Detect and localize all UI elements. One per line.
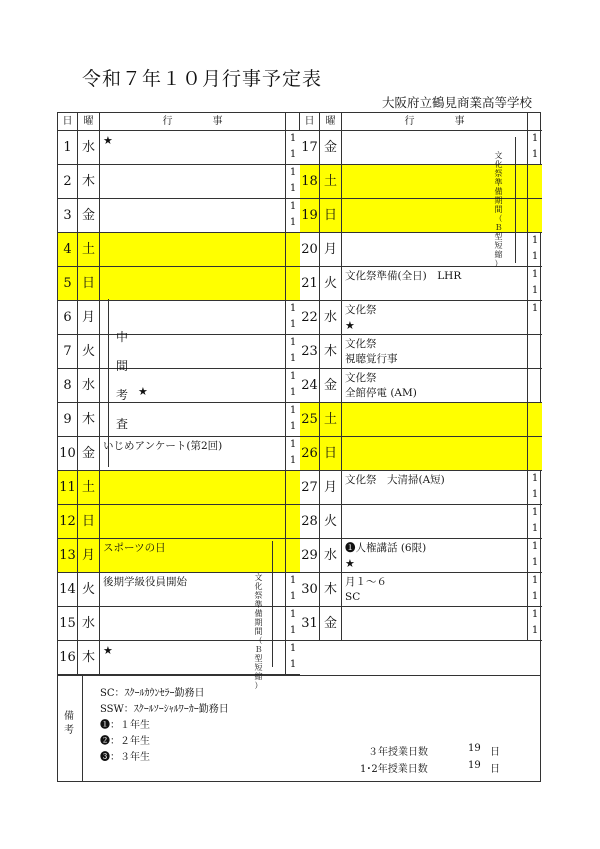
day-number: 12: [58, 505, 78, 538]
day-number: 15: [58, 607, 78, 640]
bunkasai-period-left: 文 化 祭 準 備 期 間 （ Ｂ 型 短 縮 ）: [254, 573, 263, 690]
event-text: スポーツの日: [103, 542, 166, 554]
event-cell: [100, 471, 286, 504]
day-number: 17: [300, 131, 320, 164]
schedule-row: [300, 301, 542, 335]
class-count: 1 1: [289, 303, 297, 330]
days3-label: ３年授業日数: [368, 747, 428, 758]
class-count: 1 1: [289, 405, 297, 432]
class-count: 1 1: [289, 167, 297, 194]
event-cell: [100, 267, 286, 300]
event-cell: [342, 437, 528, 470]
weekday: 水: [320, 301, 342, 334]
class-count: 1 1: [289, 201, 297, 228]
midterm-char: 査: [116, 417, 129, 431]
weekday: 日: [320, 437, 342, 470]
schedule-row: [300, 165, 542, 199]
schedule-row: [58, 233, 300, 267]
day-number: 24: [300, 369, 320, 402]
midterm-char: 中: [116, 330, 129, 344]
event-text: ★: [345, 557, 355, 570]
schedule-row: [58, 607, 300, 641]
weekday: 水: [78, 131, 100, 164]
day-number: 29: [300, 539, 320, 572]
weekday: 月: [320, 471, 342, 504]
midterm-label: [116, 323, 130, 439]
school-name: 大阪府立鶴見商業高等学校: [381, 95, 532, 110]
weekday: 土: [320, 165, 342, 198]
notes-label: 備考: [64, 711, 74, 736]
class-count: 1 1: [531, 235, 539, 262]
schedule-row: [300, 267, 542, 301]
schedule-row: [58, 165, 300, 199]
weekday: 金: [320, 131, 342, 164]
schedule-row: [300, 573, 542, 607]
class-count: [286, 539, 300, 572]
header-day-left: 日: [58, 113, 78, 131]
event-text: ❶人権講話 (6限): [345, 542, 427, 554]
event-cell: [342, 369, 528, 402]
schedule-row: [300, 437, 542, 471]
weekday: 月: [78, 301, 100, 334]
class-count: [286, 505, 300, 538]
event-cell: [342, 335, 528, 368]
days12-label: 1･2年授業日数: [360, 764, 428, 775]
schedule-row: [58, 131, 300, 165]
weekday: 土: [78, 233, 100, 266]
note-grade2: ❷：２年生: [100, 736, 150, 747]
weekday: 土: [78, 471, 100, 504]
day-number: 5: [58, 267, 78, 300]
class-count: 1 1: [531, 507, 539, 534]
header-day-right: 日: [300, 113, 320, 131]
day-number: 9: [58, 403, 78, 436]
class-count: 1 1: [289, 371, 297, 398]
schedule-row: [58, 641, 300, 675]
class-count: 1 1: [531, 575, 539, 602]
schedule-row: [300, 403, 542, 437]
weekday: 金: [320, 369, 342, 402]
event-text: 文化祭: [345, 304, 377, 316]
note-grade1: ❶：１年生: [100, 720, 150, 731]
note-grade3: ❸：３年生: [100, 752, 150, 763]
schedule-row: [300, 199, 542, 233]
days3-value: 19: [468, 743, 481, 754]
day-number: 25: [300, 403, 320, 436]
schedule-row: [58, 539, 300, 573]
event-cell: [100, 199, 286, 232]
event-text: ★: [103, 134, 113, 147]
days12-unit: 日: [490, 764, 500, 775]
class-count: 1 1: [531, 269, 539, 296]
schedule-grid: [57, 112, 541, 782]
class-count: 1 1: [531, 609, 539, 636]
header-count-right: [528, 113, 542, 131]
weekday: 水: [78, 607, 100, 640]
page-title: 令和７年１０月行事予定表: [82, 68, 323, 90]
event-text: 月１～６: [345, 576, 387, 588]
class-count: [286, 267, 300, 300]
event-cell: [342, 301, 528, 334]
day-number: 19: [300, 199, 320, 232]
event-cell: [100, 539, 286, 572]
class-count: 1 1: [531, 541, 539, 568]
event-cell: [100, 165, 286, 198]
class-count: [528, 335, 542, 368]
day-number: 11: [58, 471, 78, 504]
day-number: 28: [300, 505, 320, 538]
weekday: 木: [320, 573, 342, 606]
event-cell: [342, 267, 528, 300]
weekday: 木: [320, 335, 342, 368]
weekday: 火: [320, 505, 342, 538]
day-number: 26: [300, 437, 320, 470]
event-cell: [100, 437, 286, 470]
class-count: [528, 199, 542, 232]
header-event-left: 行 事: [100, 113, 286, 131]
day-number: 14: [58, 573, 78, 606]
weekday: 月: [78, 539, 100, 572]
class-count: 1 1: [289, 133, 297, 160]
weekday: 金: [320, 607, 342, 640]
event-cell: [100, 131, 286, 164]
schedule-row: [300, 539, 542, 573]
schedule-row: [58, 403, 300, 437]
day-number: 2: [58, 165, 78, 198]
weekday: 金: [78, 199, 100, 232]
weekday: 日: [78, 505, 100, 538]
note-ssw: SSW：ｽｸｰﾙｿｰｼｬﾙﾜｰｶｰ勤務日: [100, 704, 229, 715]
schedule-row: [300, 505, 542, 539]
bunkasai-arrow-left: [272, 541, 273, 667]
day-number: 23: [300, 335, 320, 368]
weekday: 月: [320, 233, 342, 266]
day-number: 27: [300, 471, 320, 504]
schedule-row: [300, 607, 542, 641]
event-text: 視聴覚行事: [345, 353, 398, 365]
notes-label-divider: [82, 675, 83, 781]
note-sc: SC：ｽｸｰﾙｶｳﾝｾﾗｰ勤務日: [100, 688, 205, 699]
header-weekday-right: 曜: [320, 113, 342, 131]
event-text: SC: [345, 591, 361, 603]
class-count: 1 1: [289, 575, 297, 602]
weekday: 木: [78, 403, 100, 436]
schedule-row: [58, 437, 300, 471]
schedule-row: [58, 199, 300, 233]
event-text: いじめアンケート(第2回): [103, 440, 223, 452]
class-count: [528, 403, 542, 436]
weekday: 火: [320, 267, 342, 300]
weekday: 木: [78, 165, 100, 198]
event-cell: [342, 471, 528, 504]
class-count: [528, 369, 542, 402]
class-count: [286, 471, 300, 504]
event-text: 全館停電 (AM): [345, 387, 417, 399]
weekday: 水: [78, 369, 100, 402]
event-cell: [342, 403, 528, 436]
day-number: 18: [300, 165, 320, 198]
bunkasai-arrow-right: [515, 137, 516, 263]
midterm-arrow: [108, 299, 109, 467]
event-cell: [100, 505, 286, 538]
weekday: 水: [320, 539, 342, 572]
weekday: 日: [320, 199, 342, 232]
schedule-row: [300, 131, 542, 165]
schedule-row: [58, 369, 300, 403]
event-cell: [100, 233, 286, 266]
event-text: 文化祭: [345, 372, 377, 384]
day-number: 7: [58, 335, 78, 368]
class-count: [528, 165, 542, 198]
day-number: 6: [58, 301, 78, 334]
day-number: 22: [300, 301, 320, 334]
day-number: 1: [58, 131, 78, 164]
class-count: 1 1: [531, 473, 539, 500]
schedule-row: [58, 471, 300, 505]
day-number: 3: [58, 199, 78, 232]
day-number: 21: [300, 267, 320, 300]
event-cell: [342, 607, 528, 640]
star-icon: ★: [138, 385, 148, 398]
day-number: 16: [58, 641, 78, 674]
schedule-row: [58, 267, 300, 301]
header-count-left: [286, 113, 300, 131]
header-weekday-left: 曜: [78, 113, 100, 131]
day-number: 20: [300, 233, 320, 266]
event-cell: [342, 505, 528, 538]
weekday: 金: [78, 437, 100, 470]
day-number: 4: [58, 233, 78, 266]
schedule-row: [300, 335, 542, 369]
day-number: 13: [58, 539, 78, 572]
weekday: 日: [78, 267, 100, 300]
day-number: 30: [300, 573, 320, 606]
schedule-row: [300, 369, 542, 403]
class-count: [286, 233, 300, 266]
schedule-row: [300, 233, 542, 267]
day-number: 31: [300, 607, 320, 640]
event-cell: [342, 539, 528, 572]
event-text: ★: [345, 319, 355, 332]
class-count: 1: [531, 303, 539, 314]
event-cell: [342, 573, 528, 606]
notes-divider: [58, 675, 540, 676]
event-text: 文化祭: [345, 338, 377, 350]
days12-value: 19: [468, 760, 481, 771]
event-text: ★: [103, 644, 113, 657]
event-text: 文化祭 大清掃(A短): [345, 474, 445, 486]
schedule-row: [58, 335, 300, 369]
day-number: 8: [58, 369, 78, 402]
class-count: 1 1: [289, 609, 297, 636]
midterm-char: 考: [116, 388, 129, 402]
schedule-row: [300, 471, 542, 505]
days3-unit: 日: [490, 747, 500, 758]
weekday: 火: [78, 573, 100, 606]
event-text: 後期学級役員開始: [103, 576, 187, 588]
header-event-right: 行 事: [342, 113, 528, 131]
class-count: [528, 437, 542, 470]
class-count: 1 1: [531, 133, 539, 160]
schedule-row: [58, 573, 300, 607]
event-text: 文化祭準備(全日) LHR: [345, 270, 462, 282]
weekday: 土: [320, 403, 342, 436]
midterm-char: 間: [116, 359, 129, 373]
class-count: 1 1: [289, 643, 297, 670]
class-count: 1 1: [289, 439, 297, 466]
schedule-row: [58, 505, 300, 539]
weekday: 火: [78, 335, 100, 368]
class-count: 1 1: [289, 337, 297, 364]
bunkasai-period-right: 文 化 祭 準 備 期 間 （ Ｂ 型 短 縮 ）: [494, 151, 503, 268]
day-number: 10: [58, 437, 78, 470]
schedule-row: [58, 301, 300, 335]
weekday: 木: [78, 641, 100, 674]
